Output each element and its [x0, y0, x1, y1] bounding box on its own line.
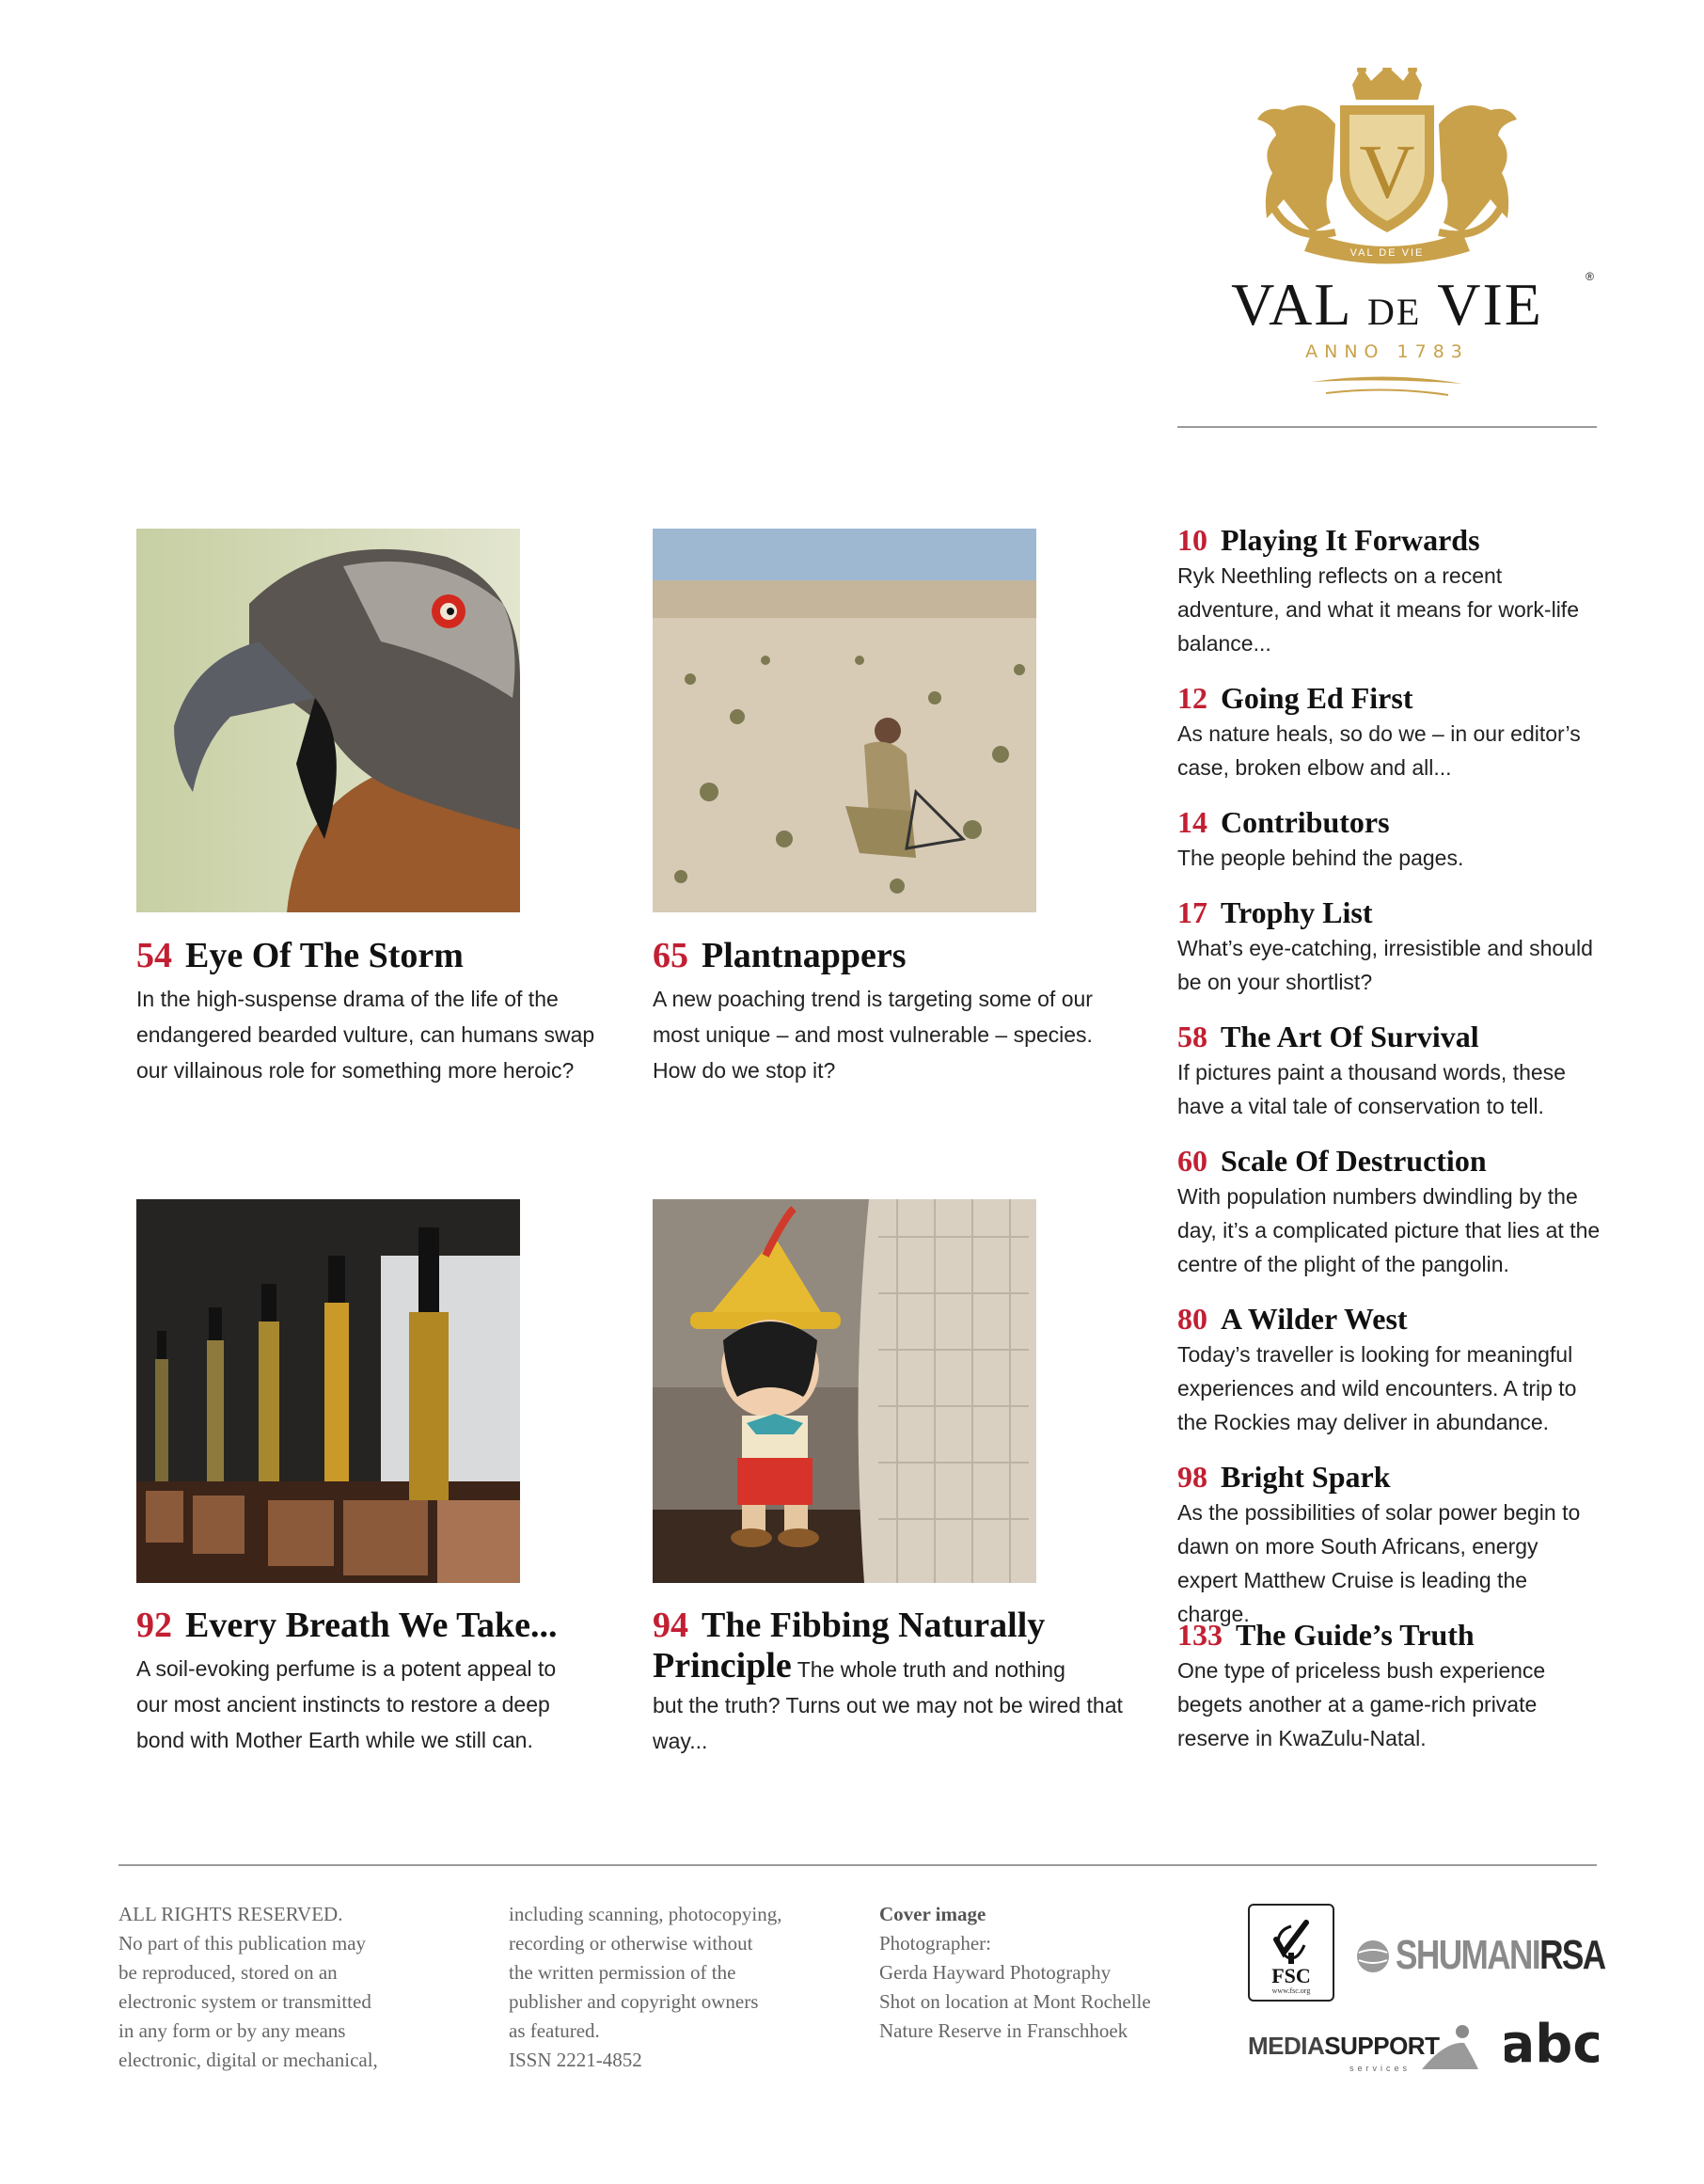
contents-title [1177, 1302, 1601, 1336]
contents-item [1177, 1460, 1601, 1631]
feature-body [653, 1648, 1142, 1759]
brand-tagline: ANNO 1783 [1305, 341, 1469, 362]
brand-val: VAL [1231, 271, 1351, 338]
rights-line: including scanning, photocopying, [509, 1903, 782, 1925]
contents-number: 98 [1177, 1460, 1207, 1494]
brand-vie: VIE [1437, 271, 1543, 338]
rights-notice-continued [509, 1900, 781, 2075]
mediasupport-sub: services [1349, 2064, 1412, 2073]
contents-title [1177, 681, 1601, 715]
svg-text:VAL DE VIE: VAL DE VIE [1349, 247, 1425, 259]
contents-title-text: Trophy List [1221, 895, 1373, 929]
contents-desc: As nature heals, so do we – in our editor’s case, broken elbow and all... [1177, 721, 1581, 780]
feature-title-text: Plantnappers [702, 936, 907, 975]
contents-number: 80 [1177, 1302, 1207, 1336]
feature-title-text: Every Breath We Take... [185, 1606, 558, 1645]
feature-number: 94 [653, 1606, 688, 1645]
contents-number: 14 [1177, 805, 1207, 839]
rights-line: in any form or by any means [118, 2019, 346, 2042]
header-rule [1177, 426, 1597, 428]
plantnappers-image [653, 529, 1036, 912]
cover-credit [879, 1900, 1151, 2046]
contents-title-text: The Art Of Survival [1221, 1020, 1479, 1053]
rights-line: publisher and copyright owners [509, 1990, 759, 2013]
contents-title [1177, 1144, 1601, 1178]
vulture-image [136, 529, 520, 912]
support-word: SUPPORT [1324, 2032, 1440, 2060]
contents-number: 10 [1177, 523, 1207, 557]
contents-title-text: Playing It Forwards [1221, 523, 1480, 557]
contents-item [1177, 895, 1601, 999]
mediasupport-logo [1248, 2022, 1483, 2079]
abc-logo [1505, 2013, 1599, 2079]
feature-body: In the high-suspense drama of the life of the endangered bearded vulture, can humans swap our villainous role for something more heroic? [136, 987, 595, 1083]
feature-title-text: The Fibbing Naturally [702, 1606, 1046, 1645]
contents-desc: If pictures paint a thousand words, these have a vital tale of conservation to tell. [1177, 1060, 1566, 1118]
feature-number: 92 [136, 1606, 172, 1645]
feature-number: 65 [653, 936, 688, 975]
globe-icon [1354, 1938, 1392, 1975]
contents-item [1177, 1618, 1601, 1755]
feature-title [136, 937, 464, 974]
contents-title-text: Going Ed First [1221, 681, 1413, 715]
media-word: MEDIA [1248, 2032, 1325, 2060]
footer-rule [118, 1864, 1597, 1866]
rights-line: electronic system or transmitted [118, 1990, 371, 2013]
contents-desc: One type of priceless bush experience begets another at a game-rich private reserve in KwaZulu-Natal. [1177, 1658, 1546, 1750]
contents-item [1177, 523, 1601, 660]
crest-icon [1171, 68, 1603, 270]
feature-title-text: Principle [653, 1646, 792, 1685]
rights-notice [118, 1900, 378, 2075]
rights-line: recording or otherwise without [509, 1932, 753, 1955]
contents-number: 12 [1177, 681, 1207, 715]
svg-text:abc: abc [1505, 2014, 1599, 2075]
contents-title [1177, 1020, 1601, 1053]
rights-line: the written permission of the [509, 1961, 736, 1984]
shumani-text [1396, 1932, 1605, 1979]
issn: ISSN 2221-4852 [509, 2049, 642, 2071]
rights-line: as featured. [509, 2019, 600, 2042]
rights-line: be reproduced, stored on an [118, 1961, 338, 1984]
contents-title [1177, 1460, 1601, 1494]
contents-number: 133 [1177, 1618, 1223, 1652]
feature-body: A new poaching trend is targeting some of our most unique – and most vulnerable – species. How do we stop it? [653, 987, 1093, 1083]
contents-title-text: A Wilder West [1221, 1302, 1408, 1336]
fsc-text: FSC [1271, 1964, 1311, 1987]
cover-line: Nature Reserve in Franschhoek [879, 2019, 1128, 2042]
contents-number: 60 [1177, 1144, 1207, 1178]
feature-body: A soil-evoking perfume is a potent appeal to our most ancient instincts to restore a deep bond with Mother Earth while we still can. [136, 1656, 557, 1752]
feature-title [653, 937, 906, 974]
registered-mark: ® [1586, 270, 1594, 283]
perfume-image [136, 1199, 520, 1583]
contents-title-text: Contributors [1221, 805, 1390, 839]
pinocchio-image [653, 1199, 1036, 1583]
svg-text:V: V [1359, 129, 1415, 214]
val-de-vie-logo [1171, 68, 1603, 406]
contents-item [1177, 681, 1601, 784]
brand-de: DE [1367, 291, 1422, 333]
cover-line: Gerda Hayward Photography [879, 1961, 1112, 1984]
contents-item [1177, 1302, 1601, 1439]
swash-icon [1171, 369, 1603, 406]
shumani-word: SHUMANI [1396, 1932, 1540, 1978]
cover-line: Shot on location at Mont Rochelle [879, 1990, 1151, 2013]
contents-title [1177, 805, 1601, 839]
contents-desc: What’s eye-catching, irresistible and should be on your shortlist? [1177, 936, 1593, 994]
contents-item [1177, 1020, 1601, 1123]
rsa-word: RSA [1539, 1932, 1605, 1978]
contents-title [1177, 895, 1601, 929]
feature-number: 54 [136, 936, 172, 975]
rights-line: No part of this publication may [118, 1932, 367, 1955]
contents-desc: Ryk Neethling reflects on a recent adventure, and what it means for work-life balance... [1177, 563, 1579, 656]
contents-title [1177, 523, 1601, 557]
contents-desc: The people behind the pages. [1177, 846, 1464, 870]
contents-title-text: Scale Of Destruction [1221, 1144, 1487, 1178]
contents-desc: As the possibilities of solar power begin to dawn on more South Africans, energy expert Matthew Cruise is leading the charge. [1177, 1500, 1581, 1626]
mediasupport-text [1248, 2032, 1439, 2061]
fsc-url: www.fsc.org [1271, 1986, 1311, 1995]
contents-desc: Today’s traveller is looking for meaningful experiences and wild encounters. A trip to the Rockies may deliver in abundance. [1177, 1342, 1577, 1434]
contents-title-text: Bright Spark [1221, 1460, 1391, 1494]
cover-line: Photographer: [879, 1932, 991, 1955]
contents-item [1177, 1144, 1601, 1281]
contents-item [1177, 805, 1601, 875]
contents-title-text: The Guide’s Truth [1236, 1618, 1475, 1652]
rights-line: ALL RIGHTS RESERVED. [118, 1903, 343, 1925]
cover-heading: Cover image [879, 1903, 986, 1925]
feature-body-line: The whole truth and nothing [797, 1657, 1065, 1682]
figure-icon [1417, 2022, 1483, 2074]
feature-body-rest: but the truth? Turns out we may not be wired that way... [653, 1693, 1123, 1753]
feature-title-text: Eye Of The Storm [185, 936, 464, 975]
contents-title [1177, 1618, 1601, 1652]
feature-title [136, 1606, 558, 1644]
brand-wordmark [1171, 270, 1603, 340]
contents-number: 58 [1177, 1020, 1207, 1053]
shumani-logo [1354, 1928, 1603, 1985]
contents-number: 17 [1177, 895, 1207, 929]
feature-title [653, 1606, 1045, 1644]
fsc-logo [1248, 1904, 1334, 2002]
rights-line: electronic, digital or mechanical, [118, 2049, 378, 2071]
tree-check-icon [1250, 1911, 1333, 1968]
contents-desc: With population numbers dwindling by the day, it’s a complicated picture that lies at the centre of the plight of the pangolin. [1177, 1184, 1601, 1276]
abc-mark [1505, 2013, 1599, 2079]
